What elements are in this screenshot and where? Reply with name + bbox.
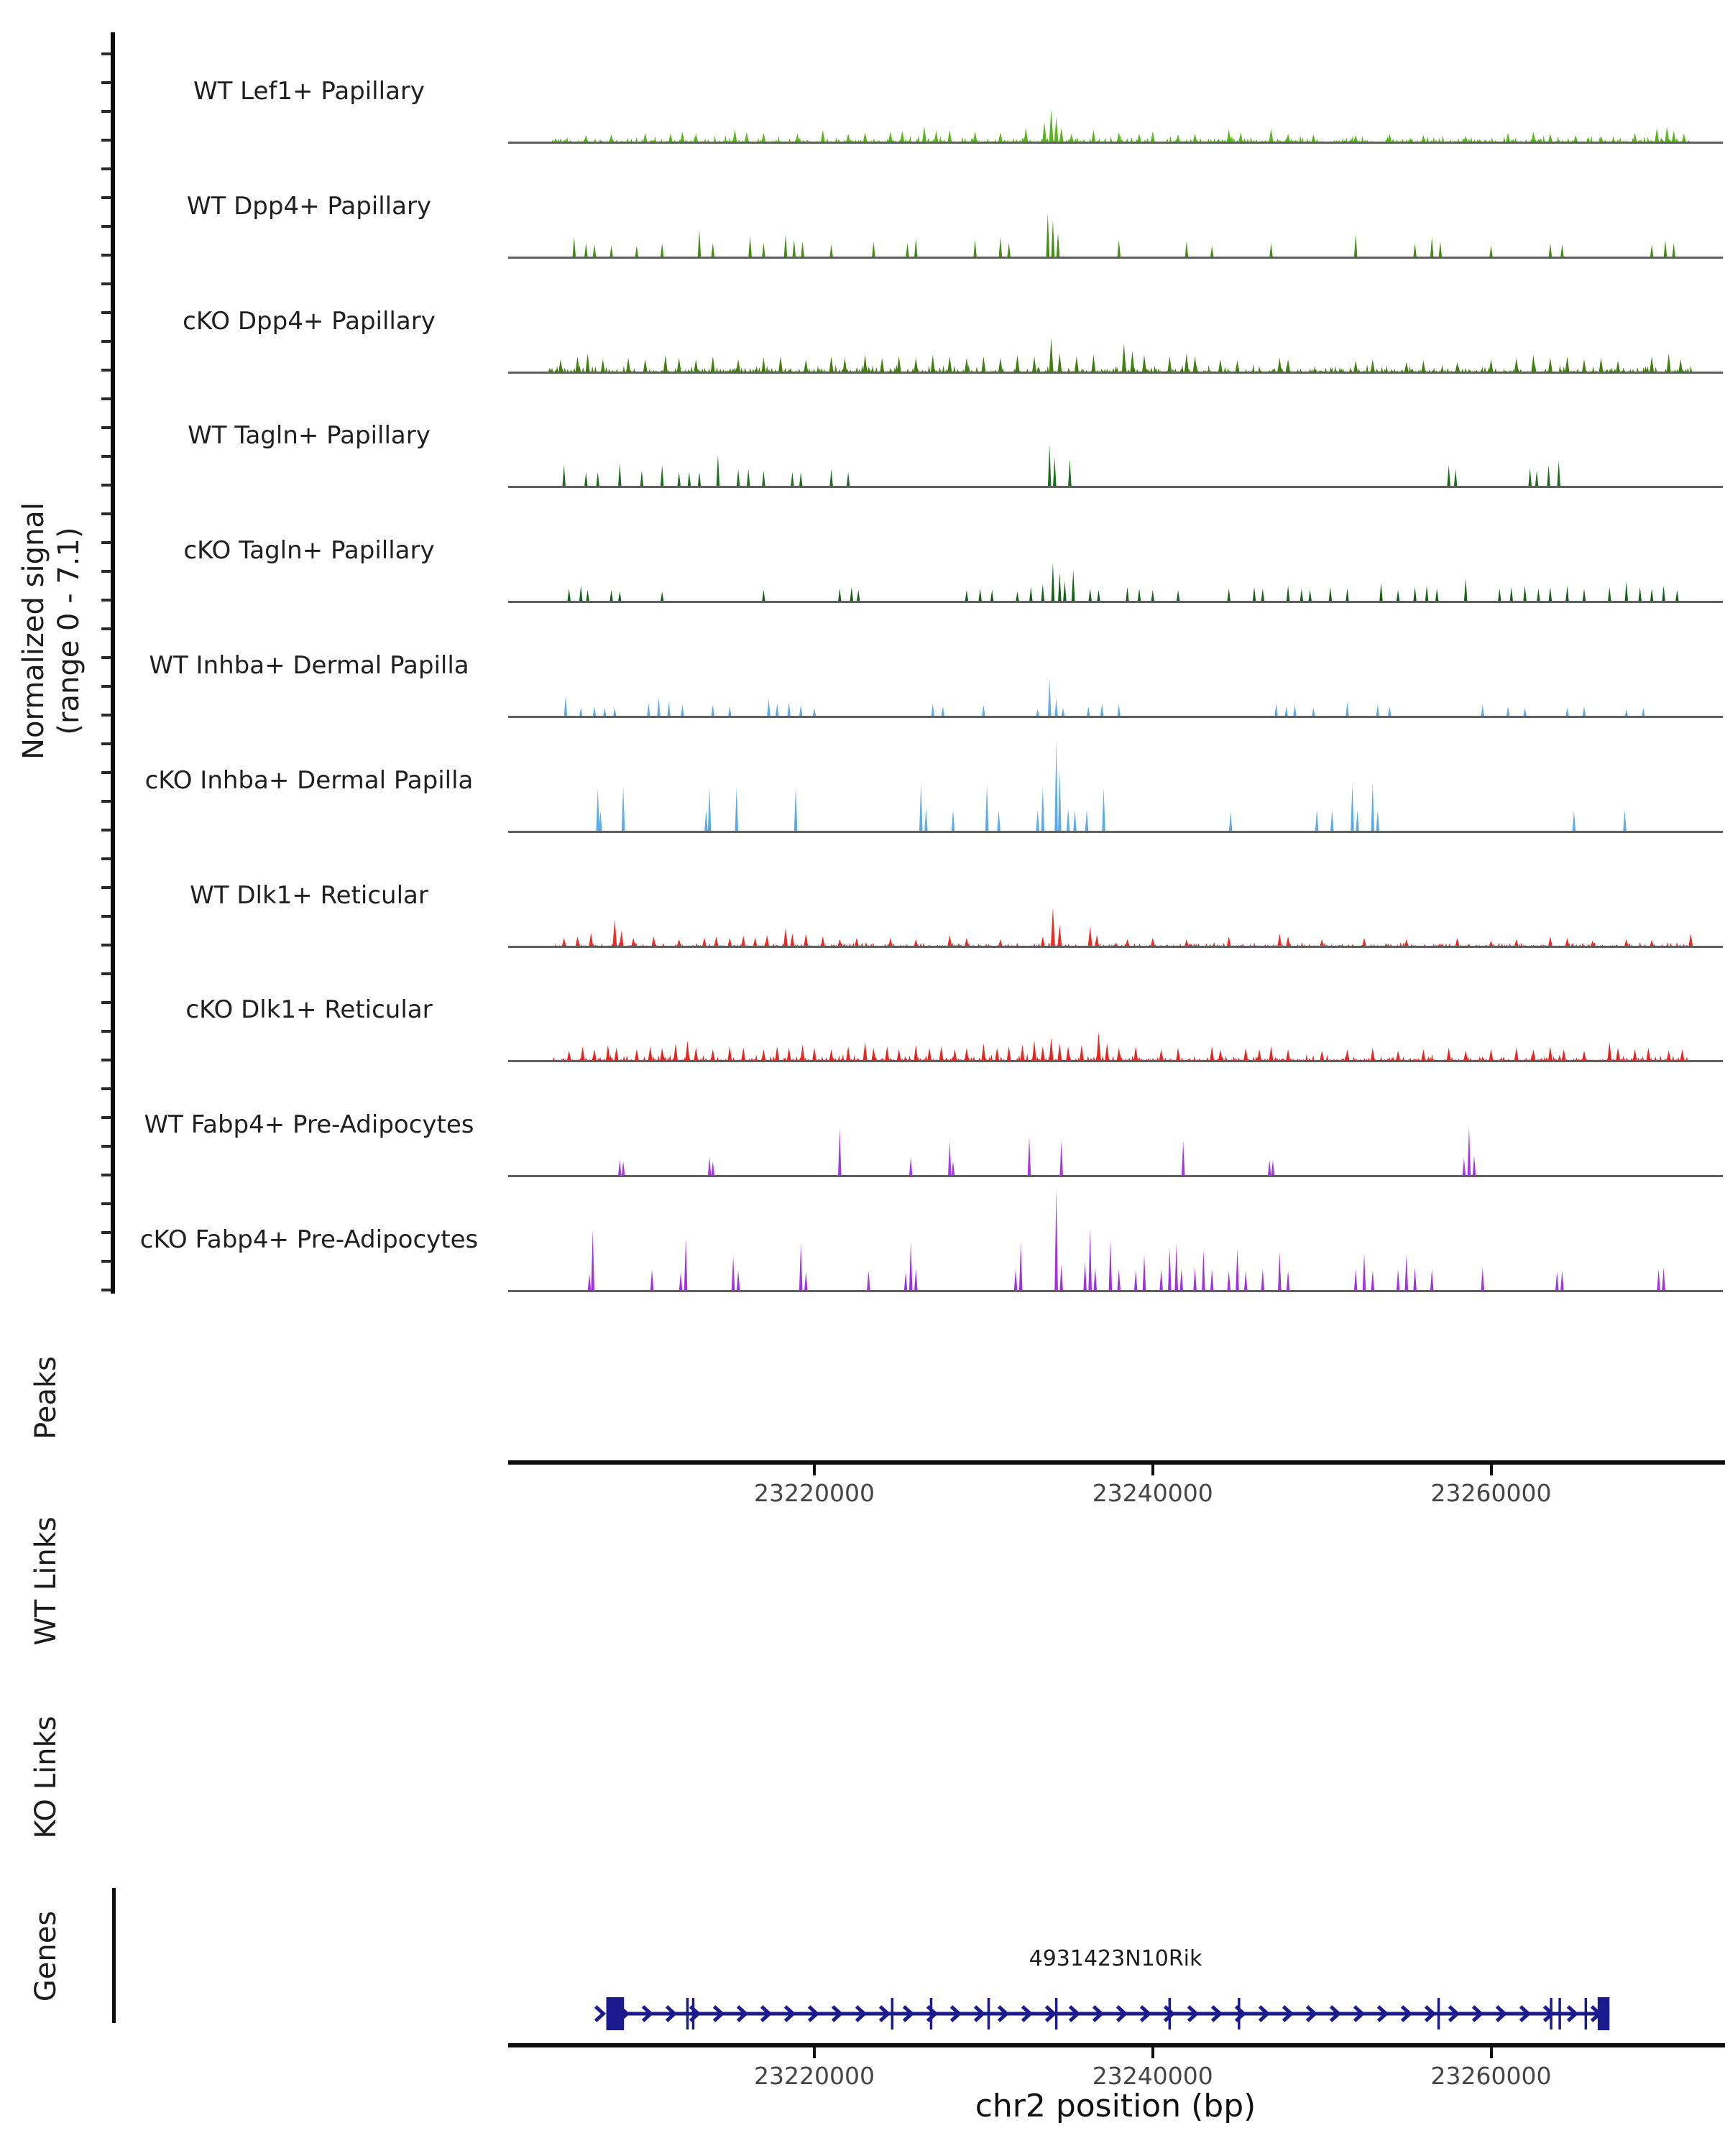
track-signal xyxy=(508,727,1723,832)
track-label: WT Dlk1+ Reticular xyxy=(190,881,428,910)
genomic-axis-tick-label: 23240000 xyxy=(1092,2062,1213,2090)
track-label: cKO Inhba+ Dermal Papilla xyxy=(144,766,474,795)
gene-name: 4931423N10Rik xyxy=(1029,1946,1202,1971)
track-baseline xyxy=(508,1060,1723,1062)
genomic-axis-tick-label: 23240000 xyxy=(1092,1479,1213,1507)
track-signal xyxy=(508,956,1723,1061)
track-baseline xyxy=(508,372,1723,374)
genome-axis-title: chr2 position (bp) xyxy=(975,2088,1256,2124)
track-signal xyxy=(508,612,1723,717)
track-label: WT Lef1+ Papillary xyxy=(193,77,426,106)
genomic-axis-tick xyxy=(1490,2047,1493,2058)
section-label-peaks: Peaks xyxy=(29,1356,63,1439)
track-signal xyxy=(508,497,1723,602)
track-signal xyxy=(508,1071,1723,1176)
genomic-axis-tick xyxy=(1490,1465,1493,1475)
track-baseline xyxy=(508,831,1723,833)
track-signal xyxy=(508,37,1723,143)
section-label-wt-links: WT Links xyxy=(29,1516,63,1646)
track-signal xyxy=(508,152,1723,258)
signal-axis-title xyxy=(17,502,87,760)
track-baseline xyxy=(508,716,1723,718)
track-baseline xyxy=(508,1290,1723,1292)
track-label: cKO Dlk1+ Reticular xyxy=(185,995,433,1024)
track-signal xyxy=(508,267,1723,373)
track-label: WT Fabp4+ Pre-Adipocytes xyxy=(144,1110,474,1139)
signal-axis-title-line2: (range 0 - 7.1) xyxy=(52,527,86,735)
track-label: cKO Dpp4+ Papillary xyxy=(183,307,436,336)
genomic-axis-tick-label: 23220000 xyxy=(754,2062,875,2090)
genomic-axis-tick xyxy=(1151,2047,1154,2058)
gene-model xyxy=(508,1989,1723,2041)
track-baseline xyxy=(508,257,1723,259)
genomic-axis-tick-label: 23260000 xyxy=(1430,2062,1552,2090)
genomic-axis-line xyxy=(508,2043,1725,2047)
genomic-axis-tick xyxy=(1151,1465,1154,1475)
track-baseline xyxy=(508,601,1723,603)
track-signal xyxy=(508,382,1723,487)
track-baseline xyxy=(508,1175,1723,1177)
track-baseline xyxy=(508,946,1723,948)
track-signal xyxy=(508,842,1723,947)
track-label: WT Inhba+ Dermal Papilla xyxy=(149,651,469,680)
genomic-axis-tick xyxy=(813,2047,816,2058)
section-label-ko-links: KO Links xyxy=(29,1715,63,1839)
genomic-axis-tick xyxy=(813,1465,816,1475)
track-baseline xyxy=(508,486,1723,488)
genomic-axis-line xyxy=(508,1460,1725,1465)
signal-axis-title-line1: Normalized signal xyxy=(17,502,51,760)
track-label: cKO Tagln+ Papillary xyxy=(183,536,435,565)
track-baseline xyxy=(508,142,1723,144)
genes-axis-bracket xyxy=(112,1888,116,2023)
genomic-axis-tick-label: 23220000 xyxy=(754,1479,875,1507)
track-signal xyxy=(508,1186,1723,1291)
track-label: WT Dpp4+ Papillary xyxy=(186,192,432,221)
track-label: WT Tagln+ Papillary xyxy=(188,421,431,450)
section-label-genes: Genes xyxy=(29,1910,63,2002)
genomic-axis-tick-label: 23260000 xyxy=(1430,1479,1552,1507)
track-label: cKO Fabp4+ Pre-Adipocytes xyxy=(139,1225,479,1254)
